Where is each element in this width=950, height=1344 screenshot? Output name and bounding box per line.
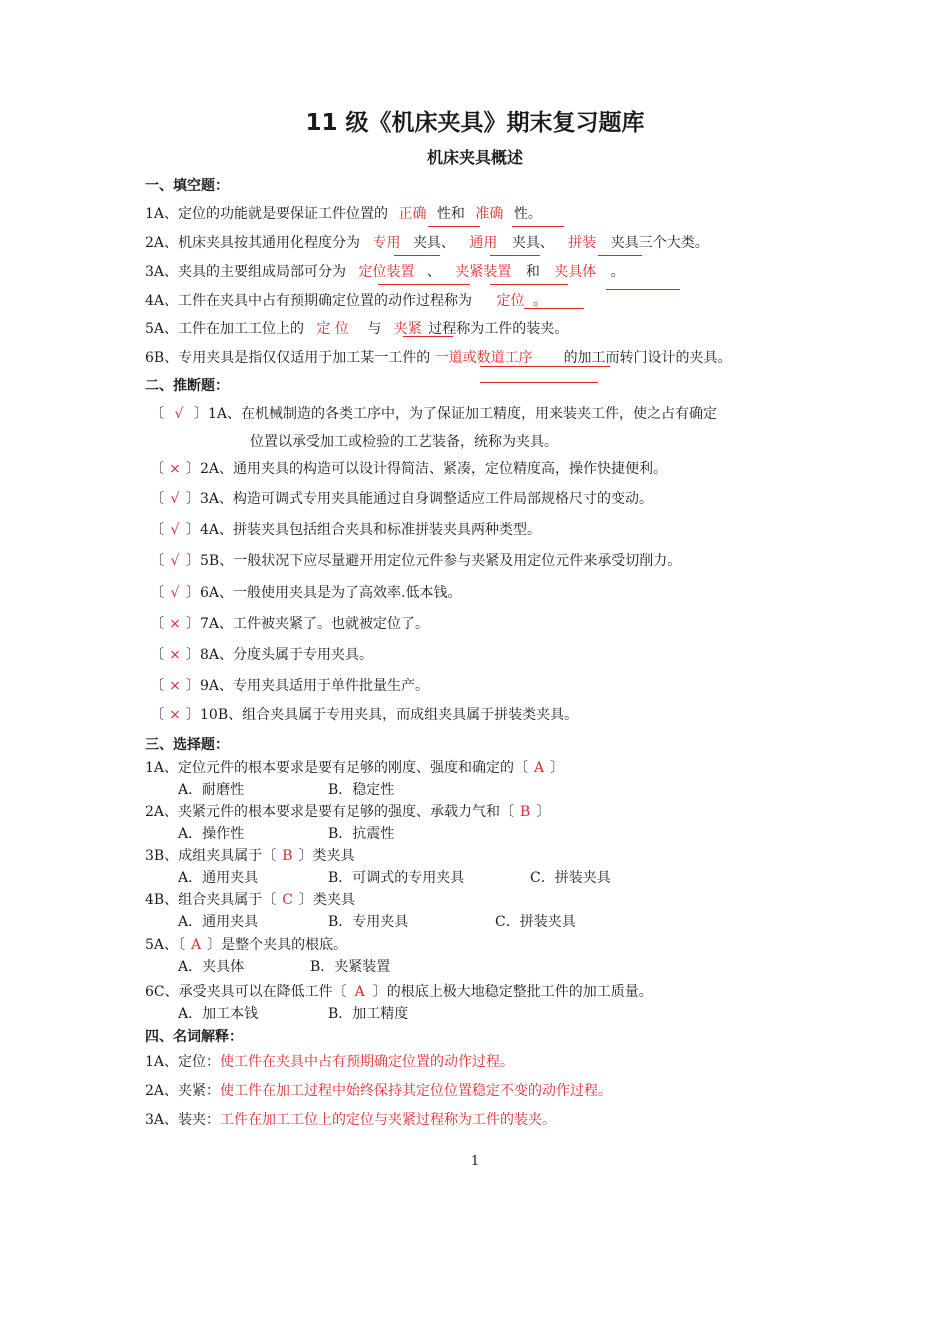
- choice-q2: [145, 801, 550, 821]
- bracket-open: 〔: [150, 616, 164, 632]
- answer-blank: 定位装置: [358, 264, 415, 280]
- q-text: 〕类夹具: [298, 892, 355, 908]
- q-text: 5A、〔: [145, 937, 186, 953]
- q-text: 过程称为工件的装夹。: [428, 321, 569, 337]
- fill-q5: [145, 318, 568, 338]
- judge-item: [150, 403, 717, 423]
- q-text: 3A、夹具的主要组成局部可分为: [145, 264, 347, 280]
- judge-mark: √: [170, 491, 180, 507]
- choice-option: C．拼装夹具: [495, 914, 576, 930]
- answer-blank: 定位: [496, 293, 525, 309]
- choice-answer: A: [534, 760, 545, 776]
- underline: [598, 255, 642, 256]
- q-text: 。: [610, 264, 625, 280]
- choice-option: A．通用夹具: [178, 914, 259, 930]
- judge-text: 5B、一般状况下应尽量避开用定位元件参与夹紧及用定位元件来承受切削力。: [200, 553, 682, 569]
- underline: [480, 366, 610, 367]
- q-text: 3B、成组夹具属于〔: [145, 848, 277, 864]
- q-text: 2A、夹紧元件的根本要求是要有足够的强度、承载力气和〔: [145, 804, 515, 820]
- judge-mark: ×: [169, 707, 181, 723]
- underline: [524, 308, 584, 309]
- choice-option: B．专用夹具: [328, 914, 409, 930]
- choice-option: C．拼装夹具: [530, 870, 611, 886]
- q-text: 〕类夹具: [298, 848, 355, 864]
- answer-blank: 一道或数道工序: [434, 350, 533, 366]
- bracket-close: 〕: [186, 585, 200, 601]
- bracket-close: 〕: [186, 678, 200, 694]
- fill-q6: [145, 347, 732, 367]
- term-item: [145, 1080, 612, 1100]
- underline: [378, 284, 470, 285]
- judge-mark: ×: [169, 678, 181, 694]
- q-text: 夹具三个大类。: [610, 235, 709, 251]
- terms-heading: 四、名词解释：: [145, 1029, 243, 1045]
- judge-mark: ×: [169, 616, 181, 632]
- q-text: 〕: [536, 804, 551, 820]
- choice-option: B．加工精度: [328, 1006, 409, 1022]
- choice-option: A．通用夹具: [178, 870, 259, 886]
- term-definition: 使工件在加工过程中始终保持其定位位置稳定不变的动作过程。: [220, 1083, 613, 1099]
- underline: [403, 336, 453, 337]
- underline: [606, 289, 680, 290]
- q-text: 。: [532, 293, 547, 309]
- bracket-close: 〕: [186, 491, 200, 507]
- underline: [428, 226, 480, 227]
- q-text: 4A、工件在夹具中占有预期确定位置的动作过程称为: [145, 293, 473, 309]
- choice-option: B．可调式的专用夹具: [328, 870, 465, 886]
- answer-blank: 夹具体: [554, 264, 597, 280]
- q-text: 夹具、: [511, 235, 554, 251]
- answer-blank: 专用: [372, 235, 401, 251]
- q-text: 〕是整个夹具的根底。: [207, 937, 348, 953]
- term-definition: 工件在加工工位上的定位与夹紧过程称为工件的装夹。: [220, 1112, 557, 1128]
- term-item: [145, 1109, 556, 1129]
- section-title: 机床夹具概述: [426, 148, 523, 167]
- bracket-open: 〔: [150, 461, 164, 477]
- judge-text: 9A、专用夹具适用于单件批量生产。: [200, 678, 430, 694]
- answer-blank: 夹紧: [393, 321, 422, 337]
- bracket-close: 〕: [186, 707, 200, 723]
- choice-option: A．耐磨性: [178, 782, 245, 798]
- q-text: 夹具、: [412, 235, 455, 251]
- choice-option: B．夹紧装置: [310, 959, 391, 975]
- judge-item: [150, 458, 667, 478]
- judge-mark: √: [170, 522, 180, 538]
- q-text: 〕: [550, 760, 565, 776]
- judge-item-continuation: 位置以承受加工或检验的工艺装备，统称为夹具。: [250, 434, 558, 450]
- q-text: 4B、组合夹具属于〔: [145, 892, 277, 908]
- q-text: 〕的根底上极大地稳定整批工件的加工质量。: [372, 984, 653, 1000]
- judge-mark: √: [174, 406, 184, 422]
- underline: [394, 255, 440, 256]
- bracket-open: 〔: [150, 406, 164, 422]
- q-text: 性。: [513, 206, 542, 222]
- choice-answer: B: [520, 804, 531, 820]
- bracket-open: 〔: [150, 647, 164, 663]
- judge-text: 1A、在机械制造的各类工序中，为了保证加工精度，用来装夹工件，使之占有确定: [208, 406, 718, 422]
- underline: [512, 226, 564, 227]
- q-text: 和: [525, 264, 540, 280]
- judge-item: [150, 550, 681, 570]
- judge-mark: ×: [169, 647, 181, 663]
- judge-text: 7A、工件被夹紧了。也就被定位了。: [200, 616, 430, 632]
- judge-item: [150, 613, 429, 633]
- choice-option: A．操作性: [178, 826, 245, 842]
- page-number: 1: [470, 1154, 480, 1169]
- choice-q5: [145, 934, 347, 954]
- term-label: 3A、装夹：: [145, 1112, 221, 1128]
- bracket-close: 〕: [194, 406, 208, 422]
- q-text: 与: [367, 321, 382, 337]
- bracket-open: 〔: [150, 678, 164, 694]
- fill-q3: [145, 261, 625, 281]
- answer-blank: 拼装: [568, 235, 597, 251]
- fill-q4: [145, 290, 547, 310]
- bracket-close: 〕: [186, 553, 200, 569]
- bracket-open: 〔: [150, 585, 164, 601]
- bracket-close: 〕: [186, 461, 200, 477]
- judge-item: [150, 519, 541, 539]
- answer-blank: 准确: [475, 206, 504, 222]
- term-label: 1A、定位：: [145, 1054, 221, 1070]
- choice-answer: A: [191, 937, 202, 953]
- bracket-open: 〔: [150, 491, 164, 507]
- judge-item: [150, 704, 578, 724]
- answer-blank: 通用: [469, 235, 498, 251]
- underline: [480, 382, 598, 383]
- choice-option: A．加工本钱: [178, 1006, 259, 1022]
- judge-text: 6A、一般使用夹具是为了高效率.低本钱。: [200, 585, 462, 601]
- judge-heading: 二、推断题：: [145, 378, 229, 394]
- underline: [490, 284, 568, 285]
- judge-item: [150, 582, 461, 602]
- judge-text: 2A、通用夹具的构造可以设计得简洁、紧凑，定位精度高，操作快捷便利。: [200, 461, 668, 477]
- choice-option: B．抗震性: [328, 826, 395, 842]
- q-text: 2A、机床夹具按其通用化程度分为: [145, 235, 361, 251]
- bracket-open: 〔: [150, 522, 164, 538]
- q-text: 的加工而转门设计的夹具。: [563, 350, 732, 366]
- answer-blank: 正确: [398, 206, 427, 222]
- bracket-close: 〕: [186, 616, 200, 632]
- fill-blank-heading: 一、填空题：: [145, 178, 229, 194]
- bracket-close: 〕: [186, 522, 200, 538]
- judge-item: [150, 644, 373, 664]
- answer-blank: 夹紧装置: [455, 264, 512, 280]
- q-text: 5A、工件在加工工位上的: [145, 321, 305, 337]
- judge-text: 8A、分度头属于专用夹具。: [200, 647, 374, 663]
- term-label: 2A、夹紧：: [145, 1083, 221, 1099]
- choice-option: B．稳定性: [328, 782, 395, 798]
- choice-q4: [145, 889, 355, 909]
- bracket-open: 〔: [150, 707, 164, 723]
- q-text: 6B、专用夹具是指仅仅适用于加工某一工件的: [145, 350, 431, 366]
- q-text: 1A、定位元件的根本要求是要有足够的刚度、强度和确定的〔: [145, 760, 529, 776]
- choice-answer: A: [354, 984, 365, 1000]
- judge-text: 3A、构造可调式专用夹具能通过自身调整适应工件局部规格尺寸的变动。: [200, 491, 654, 507]
- q-text: 性和: [436, 206, 465, 222]
- term-item: [145, 1051, 514, 1071]
- fill-q1: [145, 203, 542, 223]
- choice-heading: 三、选择题：: [145, 737, 229, 753]
- choice-answer: B: [282, 848, 293, 864]
- bracket-close: 〕: [186, 647, 200, 663]
- underline: [490, 255, 540, 256]
- q-text: 1A、定位的功能就是要保证工件位置的: [145, 206, 389, 222]
- judge-item: [150, 488, 653, 508]
- choice-q1: [145, 757, 564, 777]
- judge-mark: ×: [169, 461, 181, 477]
- judge-item: [150, 675, 429, 695]
- term-definition: 使工件在夹具中占有预期确定位置的动作过程。: [220, 1054, 515, 1070]
- choice-answer: C: [282, 892, 293, 908]
- judge-text: 4A、拼装夹具包括组合夹具和标准拼装夹具两种类型。: [200, 522, 542, 538]
- answer-blank: 定 位: [316, 321, 349, 337]
- judge-mark: √: [170, 585, 180, 601]
- choice-q3: [145, 845, 355, 865]
- choice-q6: [145, 981, 653, 1001]
- page-title: 11 级《机床夹具》期末复习题库: [305, 110, 645, 136]
- q-text: 、: [426, 264, 441, 280]
- judge-text: 10B、组合夹具属于专用夹具，而成组夹具属于拼装类夹具。: [200, 707, 579, 723]
- q-text: 6C、承受夹具可以在降低工件〔: [145, 984, 347, 1000]
- bracket-open: 〔: [150, 553, 164, 569]
- judge-mark: √: [170, 553, 180, 569]
- fill-q2: [145, 232, 709, 252]
- choice-option: A．夹具体: [178, 959, 245, 975]
